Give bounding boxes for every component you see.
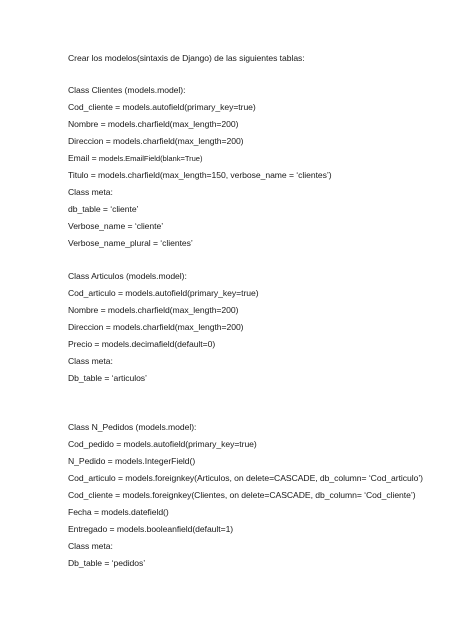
class-pedidos-heading: Class N_Pedidos (models.model): <box>68 422 197 432</box>
code-line: Cod_cliente = models.foreignkey(Clientes, on delete=CASCADE, db_column= ‘Cod_cliente’) <box>68 490 416 500</box>
code-line: Class meta: <box>68 541 113 551</box>
code-line: Class meta: <box>68 187 113 197</box>
code-line: Verbose_name = ‘cliente’ <box>68 221 164 231</box>
code-line: Db_table = ‘articulos’ <box>68 373 147 383</box>
code-line: N_Pedido = models.IntegerField() <box>68 456 196 466</box>
code-line: Titulo = models.charfield(max_length=150, verbose_name = ‘clientes’) <box>68 170 332 180</box>
code-line-email <box>68 153 202 164</box>
class-clientes-heading: Class Clientes (models.model): <box>68 85 186 95</box>
code-line: Nombre = models.charfield(max_length=200) <box>68 305 239 315</box>
intro-text: Crear los modelos(sintaxis de Django) de las siguientes tablas: <box>68 53 305 63</box>
email-label: Email = <box>68 153 99 163</box>
code-line: Cod_cliente = models.autofield(primary_key=true) <box>68 102 256 112</box>
code-line: Direccion = models.charfield(max_length=200) <box>68 136 244 146</box>
code-line: Precio = models.decimafield(default=0) <box>68 339 216 349</box>
code-line: Entregado = models.booleanfield(default=1) <box>68 524 234 534</box>
code-line: Fecha = models.datefield() <box>68 507 169 517</box>
code-line: Cod_articulo = models.autofield(primary_key=true) <box>68 288 259 298</box>
code-line: Verbose_name_plural = ‘clientes’ <box>68 238 193 248</box>
email-field-value: models.EmailField(blank=True) <box>98 154 203 163</box>
code-line: Cod_pedido = models.autofield(primary_key=true) <box>68 439 257 449</box>
code-line: Class meta: <box>68 356 113 366</box>
code-line: Direccion = models.charfield(max_length=200) <box>68 322 244 332</box>
class-articulos-heading: Class Articulos (models.model): <box>68 271 187 281</box>
code-line: Db_table = ‘pedidos’ <box>68 558 146 568</box>
code-line: Nombre = models.charfield(max_length=200) <box>68 119 239 129</box>
code-line: Cod_articulo = models.foreignkey(Articulos, on delete=CASCADE, db_column= ‘Cod_articulo’) <box>68 473 423 483</box>
code-line: db_table = ‘cliente’ <box>68 204 139 214</box>
